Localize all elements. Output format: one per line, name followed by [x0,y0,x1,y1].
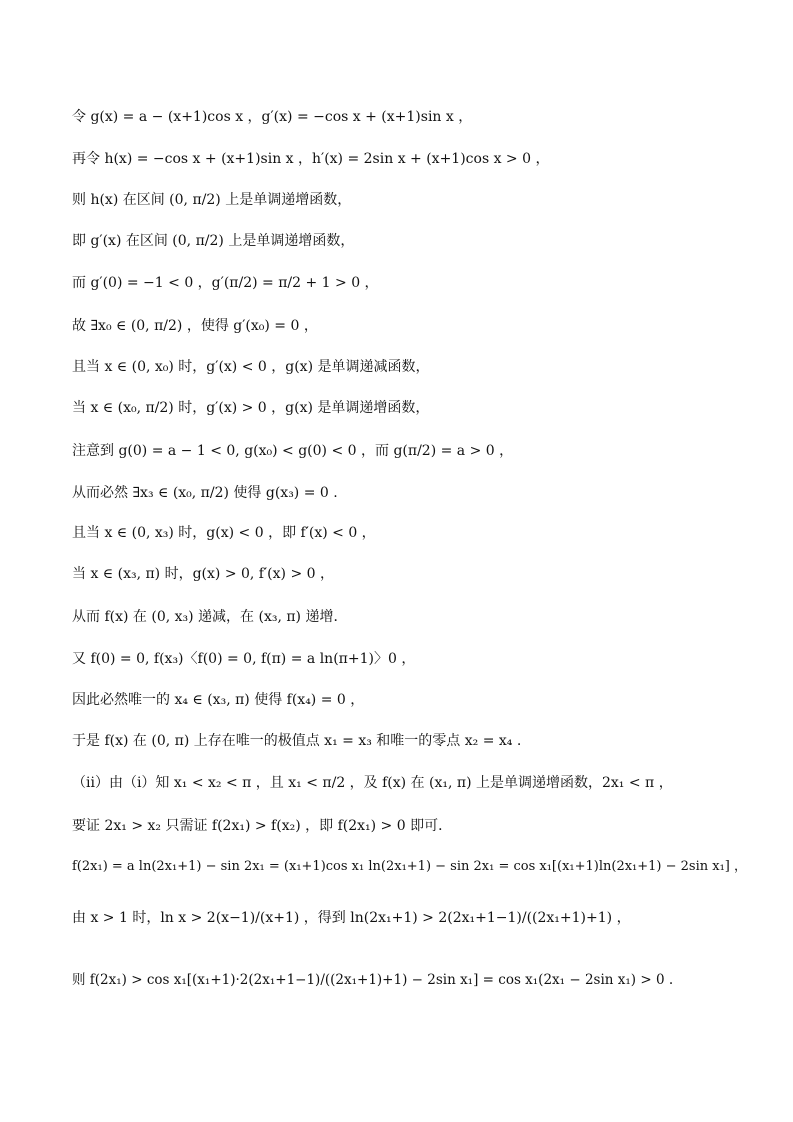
text-line: 令 g(x) = a − (x+1)cos x ，g′(x) = −cos x + (x+1)sin x ， [72,109,473,125]
text-line: 且当 x ∈ (0, x₀) 时，g′(x) < 0 ，g(x) 是单调递减函数， [72,359,430,375]
text-line: 注意到 g(0) = a − 1 < 0, g(x₀) < g(0) < 0 ，而 g(π/2) = a > 0 ， [72,443,514,459]
text-line: 即 g′(x) 在区间 (0, π/2) 上是单调递增函数， [72,233,355,249]
text-line: 由 x > 1 时，ln x > 2(x−1)/(x+1) ，得到 ln(2x₁+1) > 2(2x₁+1−1)/((2x₁+1)+1) ， [72,910,631,926]
text-line: 当 x ∈ (x₀, π/2) 时，g′(x) > 0 ，g(x) 是单调递增函数， [72,400,430,416]
text-line: 则 f(2x₁) > cos x₁[(x₁+1)·2(2x₁+1−1)/((2x₁+1)+1) − 2sin x₁] = cos x₁(2x₁ − 2sin x₁) > 0 . [72,972,674,988]
text-line: （ii）由（i）知 x₁ < x₂ < π ，且 x₁ < π/2 ，及 f(x) 在 (x₁, π) 上是单调递增函数，2x₁ < π ， [72,775,673,791]
text-line: 而 g′(0) = −1 < 0 ，g′(π/2) = π/2 + 1 > 0 ， [72,275,379,291]
text-line: 则 h(x) 在区间 (0, π/2) 上是单调递增函数， [72,192,352,208]
text-line: 故 ∃x₀ ∈ (0, π/2) ，使得 g′(x₀) = 0 ， [72,318,318,334]
text-line: 且当 x ∈ (0, x₃) 时，g(x) < 0 ，即 f′(x) < 0 ， [72,525,376,541]
text-line: 要证 2x₁ > x₂ 只需证 f(2x₁) > f(x₂) ，即 f(2x₁) > 0 即可． [72,818,453,834]
text-line: 又 f(0) = 0, f(x₃)〈f(0) = 0, f(π) = a ln(π+1)〉0 ， [72,651,416,667]
text-line: 当 x ∈ (x₃, π) 时，g(x) > 0, f′(x) > 0 ， [72,566,334,582]
text-line: 于是 f(x) 在 (0, π) 上存在唯一的极值点 x₁ = x₃ 和唯一的零点 x₂ = x₄ . [72,733,522,749]
text-line: 从而 f(x) 在 (0, x₃) 递减，在 (x₃, π) 递增． [72,609,348,625]
text-line: f(2x₁) = a ln(2x₁+1) − sin 2x₁ = (x₁+1)cos x₁ ln(2x₁+1) − sin 2x₁ = cos x₁[(x₁+1)ln(2x₁+1) − 2sin x₁] ， [72,859,748,874]
text-line: 再令 h(x) = −cos x + (x+1)sin x ，h′(x) = 2sin x + (x+1)cos x > 0 ， [72,151,550,167]
text-line: 因此必然唯一的 x₄ ∈ (x₃, π) 使得 f(x₄) = 0 ， [72,692,365,708]
text-line: 从而必然 ∃x₃ ∈ (x₀, π/2) 使得 g(x₃) = 0 . [72,485,338,501]
